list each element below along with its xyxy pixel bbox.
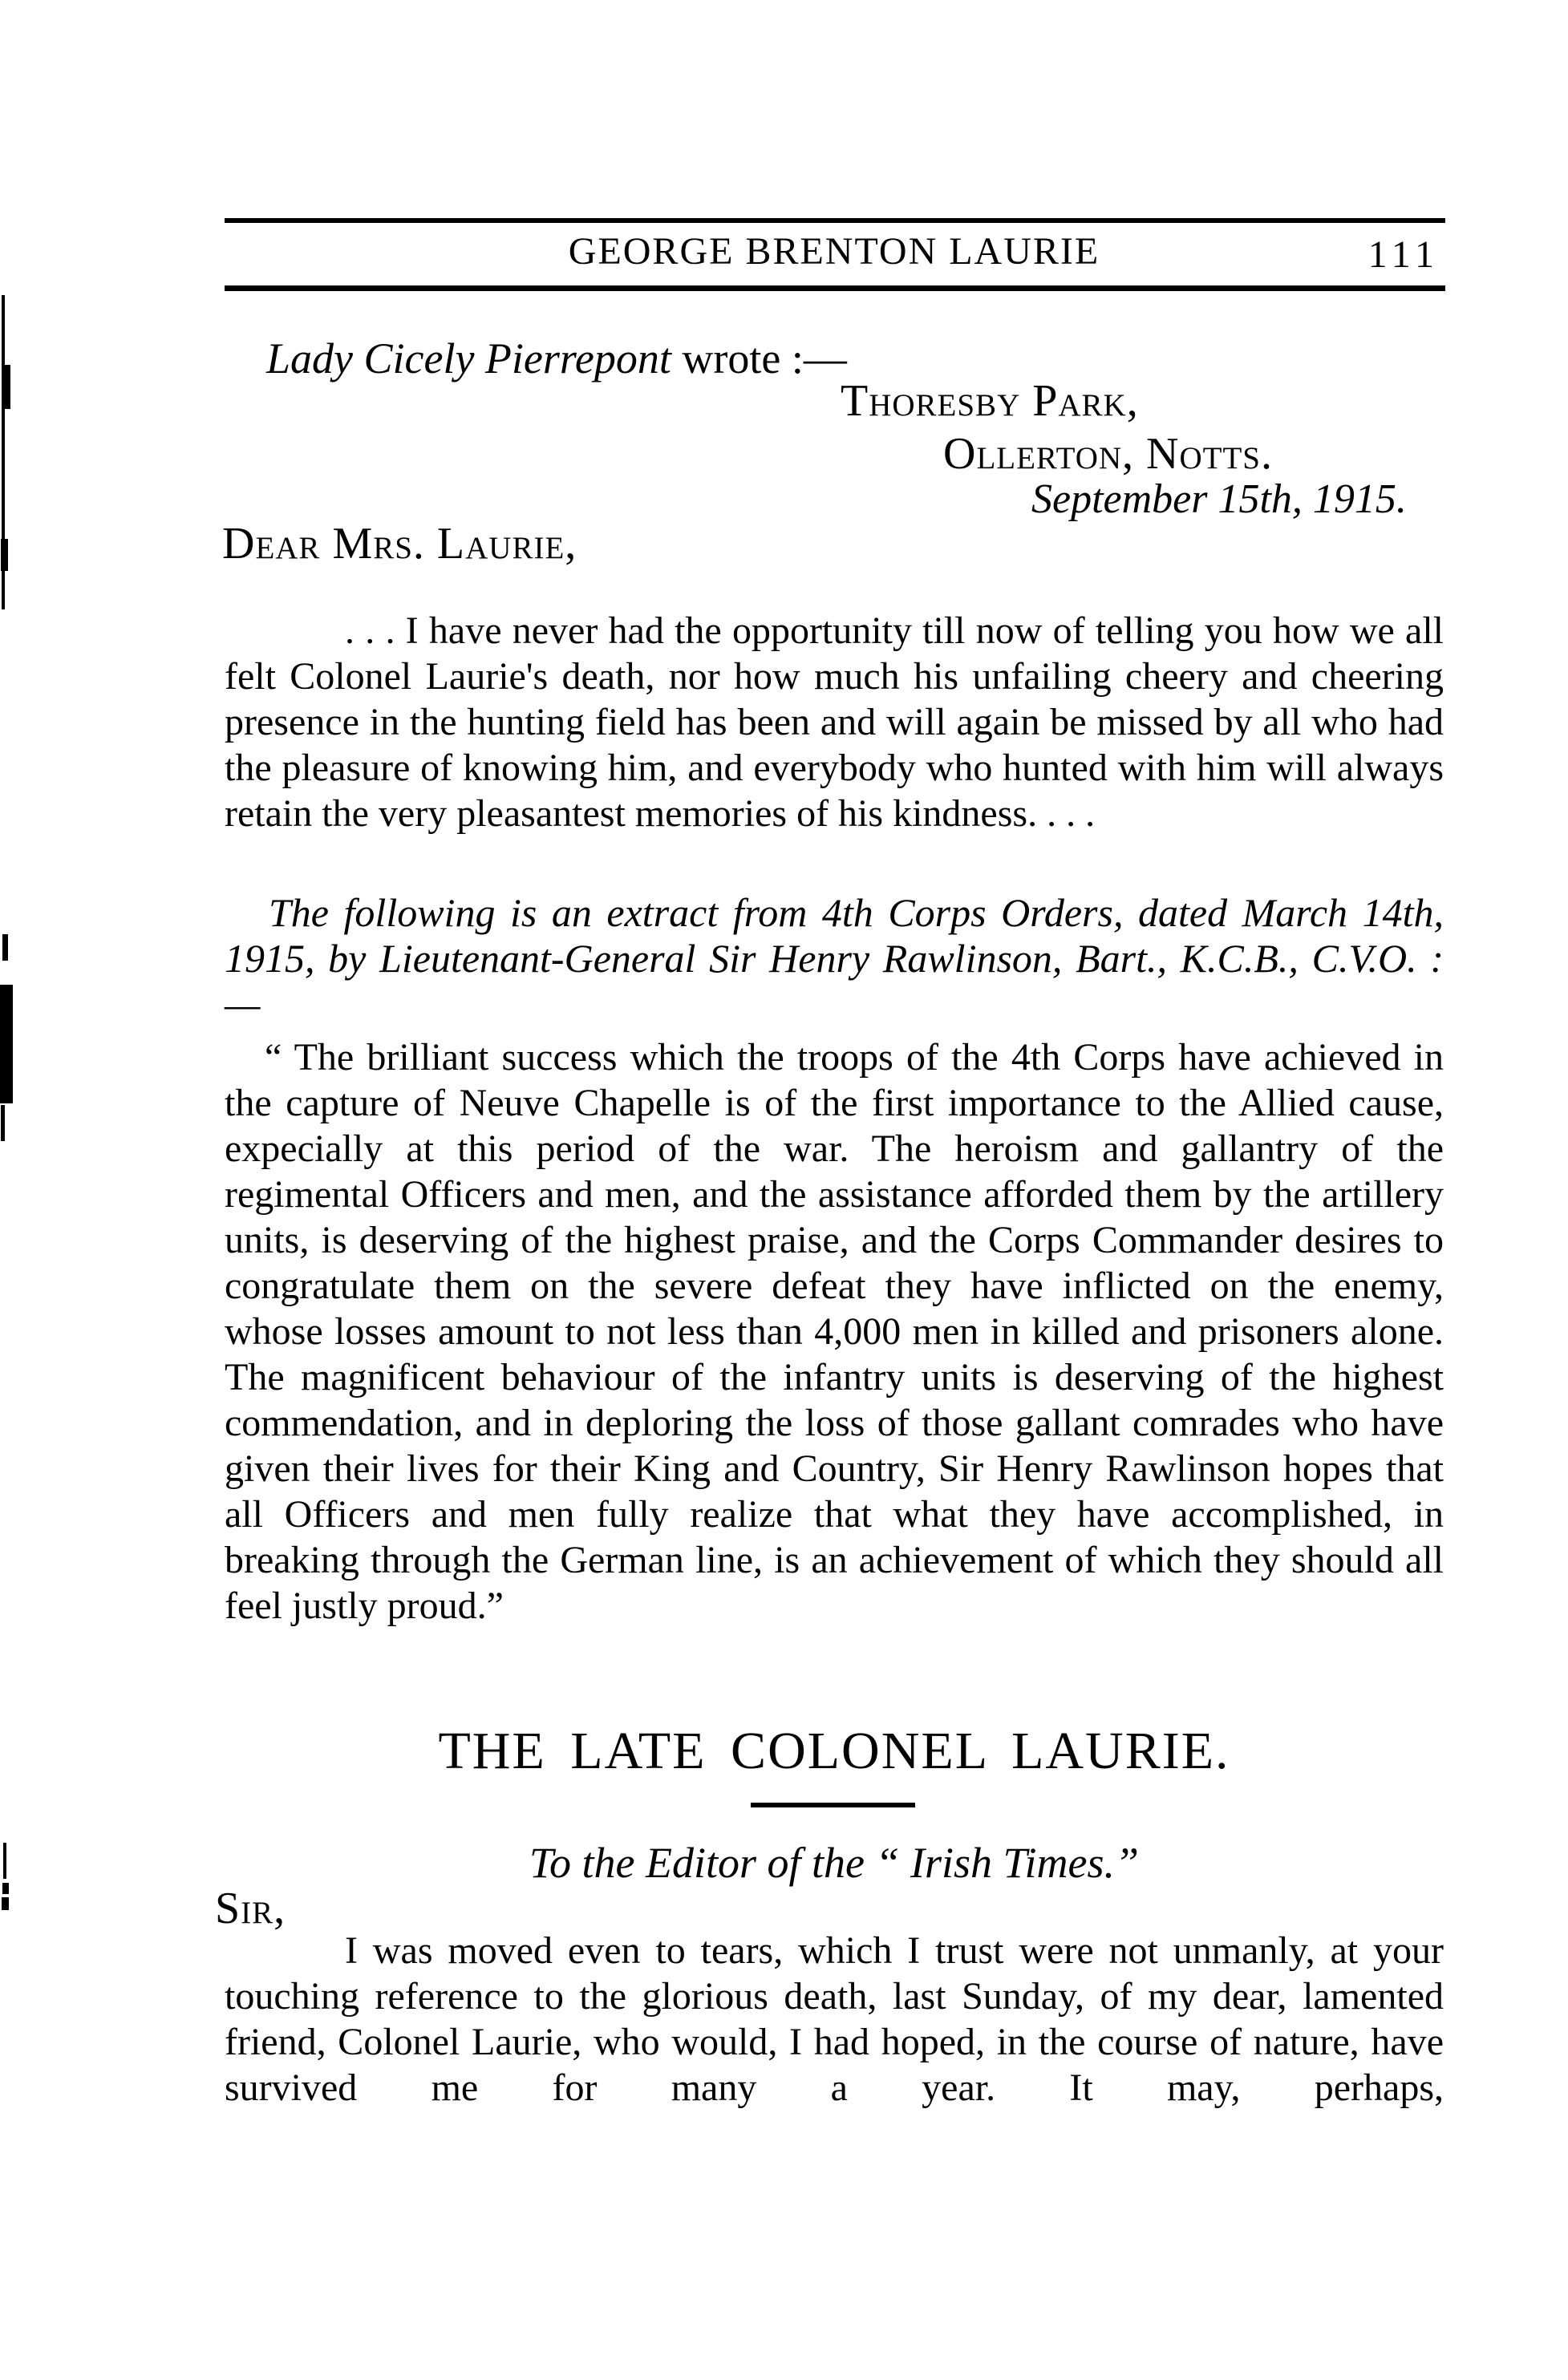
scan-artifact [0, 985, 13, 1103]
article-salutation: Sir, [215, 1884, 286, 1933]
scan-artifact [3, 1843, 6, 1879]
orders-extract-body: “ The brilliant success which the troops of the 4th Corps have achieved in the capture of Neuve Chapelle is of the first importance to the Allied cause, expecially at this period of the war. The heroism and gallantry of the regimental Officers and men, and the assistance afforded them by the artillery units, is deserving of the highest praise, and the Corps Commander desires to congratulate them on the severe defeat they have inflicted on the enemy, whose losses amount to not less than 4,000 men in killed and prisoners alone. The magnificent behaviour of the infantry units is deserving of the highest commendation, and in deploring the loss of those gallant comrades who have given their lives for their King and Country, Sir Henry Rawlinson hopes that all Officers and men fully realize that what they have accomplished, in breaking through the German line, is an achievement of which they should all feel justly proud.” [225, 1036, 1444, 1627]
attribution-rest: wrote :— [682, 334, 847, 382]
letter-address-line-1: Thoresby Park, [841, 376, 1139, 426]
letter-address-line-2: Ollerton, Notts. [943, 429, 1273, 479]
article-subheading: To the Editor of the “ Irish Times.” [529, 1839, 1140, 1887]
letter-attribution [266, 334, 847, 383]
letter-body: . . . I have never had the opportunity till now of telling you how we all felt Colonel Laurie's death, nor how much his unfailing cheery and cheering presence in the hunting field has been and will again be missed by all who had the pleasure of knowing him, and everybody who hunted with him will always retain the very pleasantest memories of his kindness. . . . [225, 609, 1444, 835]
orders-extract-intro: The following is an extract from 4th Corps Orders, dated March 14th, 1915, by Lieutenant-General Sir Henry Rawlinson, Bart., K.C.B., C.V.O. :— [225, 890, 1444, 1026]
scan-artifact [2, 934, 8, 961]
header-rule-top [225, 218, 1445, 223]
attribution-name: Lady Cicely Pierrepont [266, 334, 671, 382]
header-rule-bottom [225, 285, 1445, 291]
article-heading-divider [751, 1803, 915, 1807]
scan-artifact [2, 1883, 9, 1894]
running-header-title: GEORGE BRENTON LAURIE [568, 230, 1100, 273]
page-number: 111 [1367, 233, 1440, 276]
article-heading: THE LATE COLONEL LAURIE. [438, 1722, 1230, 1780]
letter-salutation: Dear Mrs. Laurie, [222, 519, 577, 569]
scan-artifact [1, 1105, 5, 1141]
letter-date: September 15th, 1915. [1031, 476, 1407, 522]
scan-artifact [1, 539, 8, 571]
scan-artifact [2, 365, 10, 409]
scan-artifact [2, 1897, 9, 1910]
article-body-opening: I was moved even to tears, which I trust were not unmanly, at your touching reference to the glorious death, last Sunday, of my dear, lamented friend, Colonel Laurie, who would, I had hoped, in the course of nature, have survived me for many a year. It may, perhaps, [225, 1929, 1444, 2109]
